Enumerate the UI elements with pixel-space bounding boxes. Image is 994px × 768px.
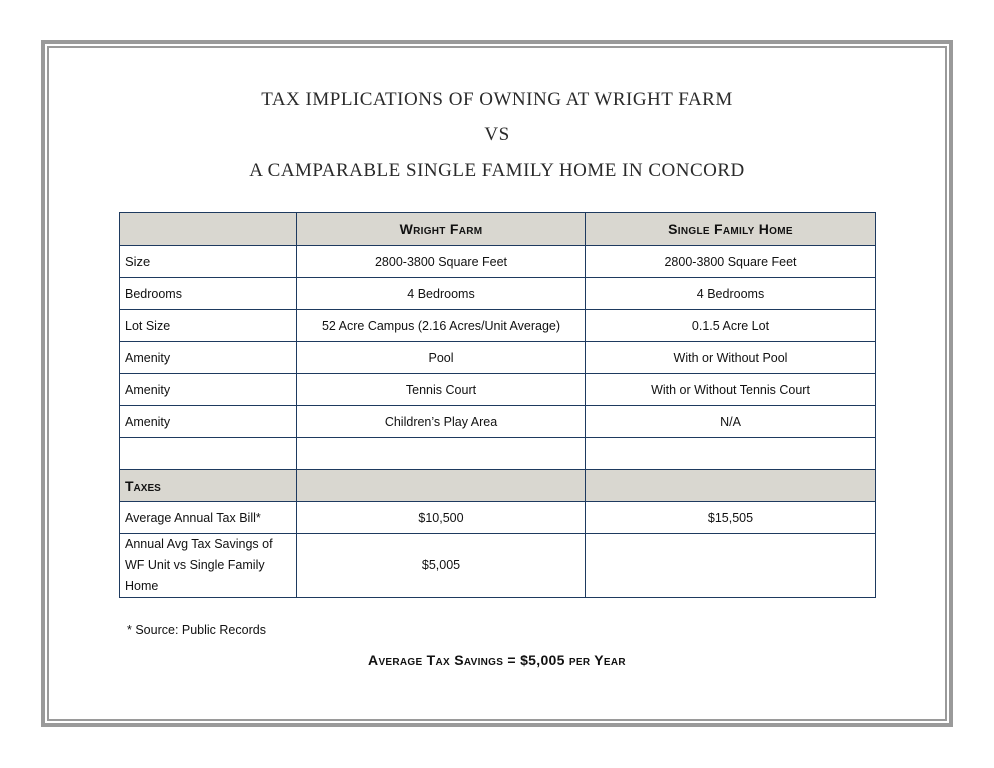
- single-family-value: [586, 438, 876, 470]
- taxes-section-blank: [586, 470, 876, 502]
- row-label: [120, 438, 297, 470]
- table-row: [120, 374, 876, 406]
- taxes-section-label: Taxes: [120, 470, 297, 502]
- row-label: Lot Size: [120, 310, 297, 342]
- wright-farm-value: Pool: [297, 342, 586, 374]
- table-row: [120, 406, 876, 438]
- row-label: Size: [120, 246, 297, 278]
- comparison-table: [119, 212, 876, 598]
- taxes-section-row: [120, 470, 876, 502]
- wright-farm-value: $10,500: [297, 502, 586, 534]
- single-family-value: With or Without Pool: [586, 342, 876, 374]
- taxes-section-blank: [297, 470, 586, 502]
- wright-farm-value: 52 Acre Campus (2.16 Acres/Unit Average): [297, 310, 586, 342]
- single-family-value: N/A: [586, 406, 876, 438]
- single-family-value: 0.1.5 Acre Lot: [586, 310, 876, 342]
- wright-farm-value: Tennis Court: [297, 374, 586, 406]
- table-row: [120, 278, 876, 310]
- single-family-value: [586, 534, 876, 598]
- wright-farm-value: 2800-3800 Square Feet: [297, 246, 586, 278]
- single-family-value: With or Without Tennis Court: [586, 374, 876, 406]
- wright-farm-value: $5,005: [297, 534, 586, 598]
- row-label: Bedrooms: [120, 278, 297, 310]
- table-row: [120, 246, 876, 278]
- title-line-2: VS: [484, 124, 510, 145]
- source-footnote: * Source: Public Records: [127, 623, 266, 637]
- row-label: Amenity: [120, 342, 297, 374]
- table-header-row: [120, 213, 876, 246]
- single-family-value: $15,505: [586, 502, 876, 534]
- row-label: Average Annual Tax Bill*: [120, 502, 297, 534]
- single-family-value: 2800-3800 Square Feet: [586, 246, 876, 278]
- title-line-3: A CAMPARABLE SINGLE FAMILY HOME IN CONCORD: [249, 160, 745, 181]
- header-wright-farm: Wright Farm: [297, 213, 586, 246]
- table-row-empty: [120, 438, 876, 470]
- table-row: [120, 502, 876, 534]
- row-label: Amenity: [120, 406, 297, 438]
- row-label: Annual Avg Tax Savings of WF Unit vs Single Family Home: [120, 534, 297, 598]
- row-label: Amenity: [120, 374, 297, 406]
- wright-farm-value: [297, 438, 586, 470]
- tax-savings-summary: Average Tax Savings = $5,005 per Year: [368, 652, 626, 668]
- wright-farm-value: 4 Bedrooms: [297, 278, 586, 310]
- title-line-1: TAX IMPLICATIONS OF OWNING AT WRIGHT FARM: [261, 89, 733, 110]
- wright-farm-value: Children’s Play Area: [297, 406, 586, 438]
- table-row: [120, 534, 876, 598]
- header-single-family: Single Family Home: [586, 213, 876, 246]
- table-row: [120, 310, 876, 342]
- header-blank: [120, 213, 297, 246]
- single-family-value: 4 Bedrooms: [586, 278, 876, 310]
- table-row: [120, 342, 876, 374]
